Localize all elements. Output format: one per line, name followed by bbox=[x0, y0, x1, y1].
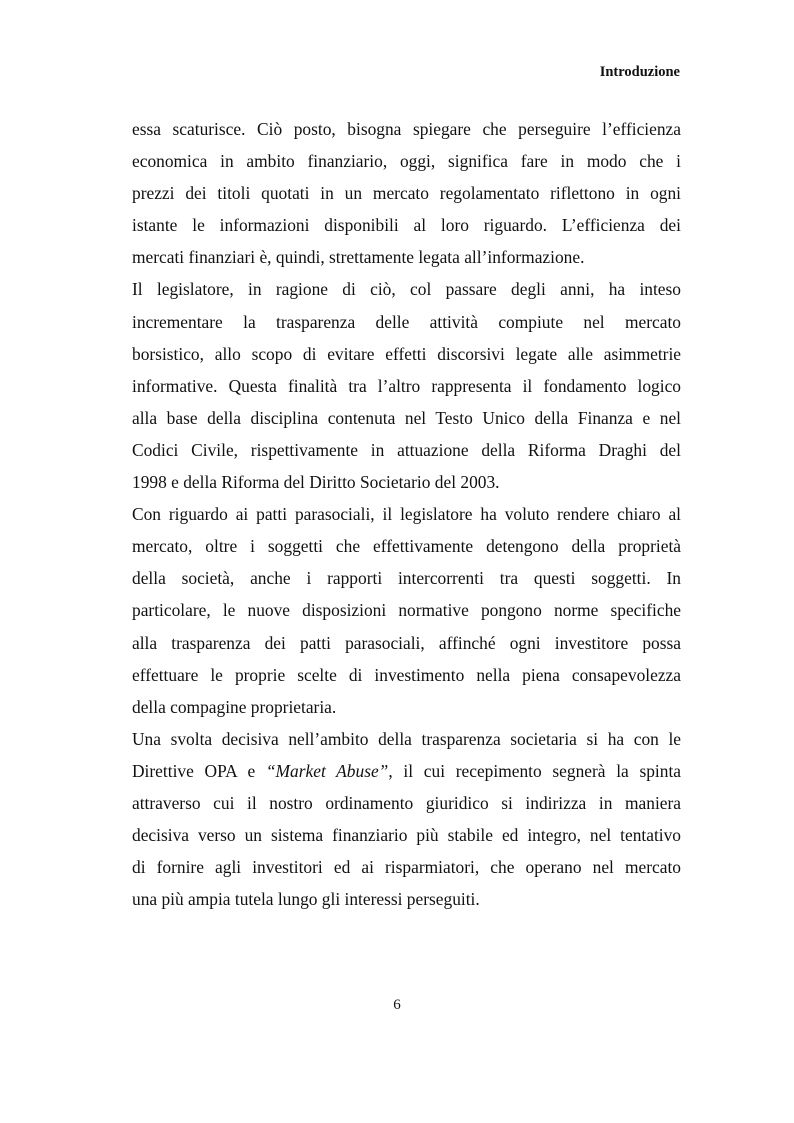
text-line: economica in ambito finanziario, oggi, significa fare in modo che i bbox=[132, 151, 681, 172]
running-header: Introduzione bbox=[599, 64, 680, 80]
text-line bbox=[132, 755, 681, 787]
text-line: borsistico, allo scopo di evitare effetti discorsivi legate alle asimmetrie bbox=[132, 343, 681, 364]
page-number: 6 bbox=[393, 997, 401, 1013]
text-segment: , il cui recepimento segnerà la spinta bbox=[388, 760, 681, 781]
text-line: particolare, le nuove disposizioni normative pongono norme specifiche bbox=[132, 600, 681, 621]
text-line: Codici Civile, rispettivamente in attuazione della Riforma Draghi del bbox=[132, 439, 681, 460]
italic-term: “Market Abuse” bbox=[265, 760, 389, 781]
text-line: mercati finanziari è, quindi, strettamente legata all’informazione. bbox=[132, 247, 585, 268]
text-line: della compagine proprietaria. bbox=[132, 696, 337, 717]
text-line: della società, anche i rapporti intercorrenti tra questi soggetti. In bbox=[132, 568, 681, 589]
text-line: 1998 e della Riforma del Diritto Societario del 2003. bbox=[132, 472, 500, 493]
text-line: mercato, oltre i soggetti che effettivamente detengono della proprietà bbox=[132, 536, 681, 557]
text-line: Una svolta decisiva nell’ambito della trasparenza societaria si ha con le bbox=[132, 728, 681, 749]
body-text bbox=[132, 113, 681, 915]
text-line: alla base della disciplina contenuta nel Testo Unico della Finanza e nel bbox=[132, 407, 681, 428]
text-line: attraverso cui il nostro ordinamento giuridico si indirizza in maniera bbox=[132, 792, 681, 813]
text-segment: Direttive OPA e bbox=[132, 760, 266, 781]
text-line: incrementare la trasparenza delle attività compiute nel mercato bbox=[132, 311, 681, 332]
text-line: informative. Questa finalità tra l’altro rappresenta il fondamento logico bbox=[132, 375, 681, 396]
paragraph-2 bbox=[132, 273, 681, 498]
text-line: Con riguardo ai patti parasociali, il legislatore ha voluto rendere chiaro al bbox=[132, 504, 681, 525]
text-line: essa scaturisce. Ciò posto, bisogna spiegare che perseguire l’efficienza bbox=[132, 119, 681, 139]
text-line: una più ampia tutela lungo gli interessi perseguiti. bbox=[132, 889, 480, 910]
paragraph-4 bbox=[132, 723, 681, 916]
text-line: di fornire agli investitori ed ai risparmiatori, che operano nel mercato bbox=[132, 857, 681, 878]
text-line: alla trasparenza dei patti parasociali, affinché ogni investitore possa bbox=[132, 632, 681, 653]
paragraph-1 bbox=[132, 113, 681, 273]
paragraph-3 bbox=[132, 498, 681, 723]
text-line: Il legislatore, in ragione di ciò, col passare degli anni, ha inteso bbox=[132, 279, 681, 300]
text-line: decisiva verso un sistema finanziario più stabile ed integro, nel tentativo bbox=[132, 825, 681, 846]
text-line: prezzi dei titoli quotati in un mercato regolamentato riflettono in ogni bbox=[132, 183, 681, 204]
text-line: istante le informazioni disponibili al loro riguardo. L’efficienza dei bbox=[132, 215, 681, 236]
text-line: effettuare le proprie scelte di investimento nella piena consapevolezza bbox=[132, 664, 681, 685]
